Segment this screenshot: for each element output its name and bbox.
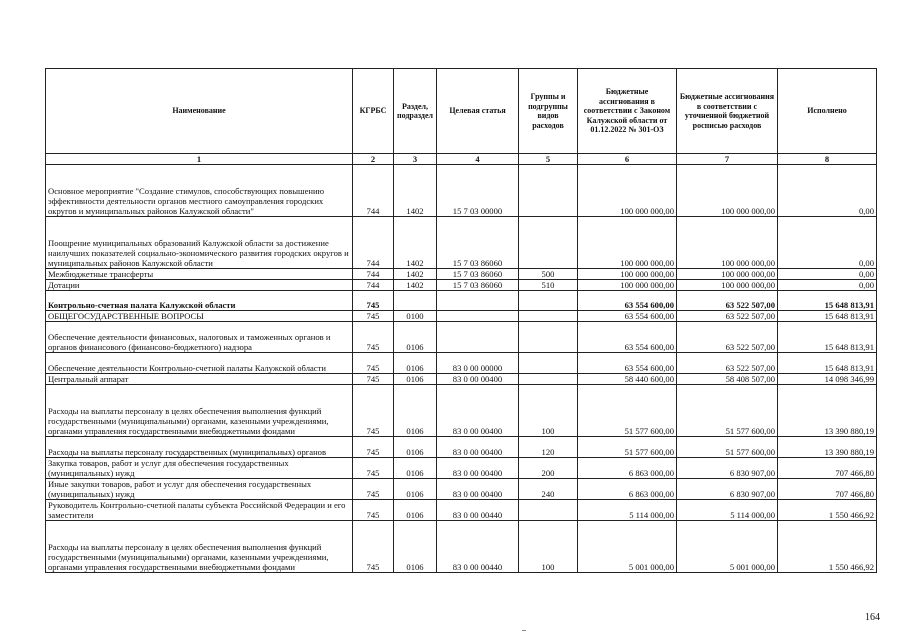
cell-kgrbs: 744 — [353, 217, 394, 269]
cell-target: 15 7 03 86060 — [437, 269, 519, 280]
cell-law: 58 440 600,00 — [578, 374, 677, 385]
cell-target — [437, 291, 519, 311]
table-row — [46, 437, 877, 458]
cell-group: 200 — [519, 458, 578, 479]
cell-group — [519, 500, 578, 521]
column-number: 6 — [578, 154, 677, 165]
table-row — [46, 165, 877, 217]
cell-kgrbs: 745 — [353, 311, 394, 322]
cell-law: 6 863 000,00 — [578, 479, 677, 500]
cell-law: 5 114 000,00 — [578, 500, 677, 521]
column-number: 8 — [778, 154, 877, 165]
cell-name: Центральный аппарат — [46, 374, 353, 385]
cell-law: 100 000 000,00 — [578, 269, 677, 280]
table-row — [46, 291, 877, 311]
cell-executed: 15 648 813,91 — [778, 311, 877, 322]
cell-target: 15 7 03 00000 — [437, 165, 519, 217]
cell-group — [519, 291, 578, 311]
cell-group: 500 — [519, 269, 578, 280]
cell-name: ОБЩЕГОСУДАРСТВЕННЫЕ ВОПРОСЫ — [46, 311, 353, 322]
footer-mark — [522, 630, 526, 631]
cell-executed: 15 648 813,91 — [778, 291, 877, 311]
cell-refined: 100 000 000,00 — [677, 269, 778, 280]
table-row — [46, 374, 877, 385]
cell-kgrbs: 744 — [353, 269, 394, 280]
cell-name: Контрольно-счетная палата Калужской области — [46, 291, 353, 311]
cell-refined: 100 000 000,00 — [677, 280, 778, 291]
cell-executed: 1 550 466,92 — [778, 500, 877, 521]
cell-law: 6 863 000,00 — [578, 458, 677, 479]
cell-law: 100 000 000,00 — [578, 217, 677, 269]
table-row — [46, 280, 877, 291]
cell-group — [519, 217, 578, 269]
table-row — [46, 269, 877, 280]
column-number: 1 — [46, 154, 353, 165]
header-name: Наименование — [46, 69, 353, 154]
cell-target: 15 7 03 86060 — [437, 280, 519, 291]
header-row — [46, 69, 877, 154]
cell-law: 63 554 600,00 — [578, 291, 677, 311]
cell-target: 83 0 00 00440 — [437, 500, 519, 521]
cell-kgrbs: 745 — [353, 500, 394, 521]
table-row — [46, 385, 877, 437]
cell-executed: 0,00 — [778, 269, 877, 280]
cell-group — [519, 311, 578, 322]
table-row — [46, 322, 877, 353]
cell-group — [519, 165, 578, 217]
cell-section: 0106 — [394, 437, 437, 458]
cell-name: Расходы на выплаты персоналу в целях обеспечения выполнения функций государственными (муниципальными) органами, казенными учреждениями, органами управления государственными внебюджетными фондами — [46, 521, 353, 573]
cell-section: 1402 — [394, 165, 437, 217]
cell-refined: 100 000 000,00 — [677, 217, 778, 269]
column-number: 5 — [519, 154, 578, 165]
cell-law: 51 577 600,00 — [578, 385, 677, 437]
cell-refined: 63 522 507,00 — [677, 353, 778, 374]
table-row — [46, 500, 877, 521]
cell-name: Обеспечение деятельности финансовых, налоговых и таможенных органов и органов финансового (финансово-бюджетного) надзора — [46, 322, 353, 353]
cell-section: 0106 — [394, 385, 437, 437]
cell-section: 0106 — [394, 374, 437, 385]
cell-target: 15 7 03 86060 — [437, 217, 519, 269]
cell-group — [519, 374, 578, 385]
cell-section: 0106 — [394, 479, 437, 500]
cell-law: 51 577 600,00 — [578, 437, 677, 458]
cell-executed: 0,00 — [778, 280, 877, 291]
header-section: Раздел, подраздел — [394, 69, 437, 154]
cell-executed: 13 390 880,19 — [778, 385, 877, 437]
cell-refined: 5 001 000,00 — [677, 521, 778, 573]
cell-law: 63 554 600,00 — [578, 311, 677, 322]
cell-kgrbs: 745 — [353, 437, 394, 458]
table-row — [46, 521, 877, 573]
cell-name: Руководитель Контрольно-счетной палаты субъекта Российской Федерации и его заместители — [46, 500, 353, 521]
cell-kgrbs: 744 — [353, 280, 394, 291]
cell-name: Расходы на выплаты персоналу в целях обеспечения выполнения функций государственными (муниципальными) органами, казенными учреждениями, органами управления государственными внебюджетными фондами — [46, 385, 353, 437]
cell-section — [394, 291, 437, 311]
cell-name: Расходы на выплаты персоналу государственных (муниципальных) органов — [46, 437, 353, 458]
cell-refined: 5 114 000,00 — [677, 500, 778, 521]
page-number: 164 — [865, 612, 880, 623]
cell-target — [437, 311, 519, 322]
table-row — [46, 458, 877, 479]
cell-refined: 63 522 507,00 — [677, 291, 778, 311]
column-number: 4 — [437, 154, 519, 165]
table-body — [46, 165, 877, 573]
cell-law: 100 000 000,00 — [578, 165, 677, 217]
cell-name: Закупка товаров, работ и услуг для обеспечения государственных (муниципальных) нужд — [46, 458, 353, 479]
cell-executed: 14 098 346,99 — [778, 374, 877, 385]
cell-executed: 707 466,80 — [778, 479, 877, 500]
cell-refined: 6 830 907,00 — [677, 458, 778, 479]
header-kgrbs: КГРБС — [353, 69, 394, 154]
table-row — [46, 311, 877, 322]
cell-executed: 15 648 813,91 — [778, 322, 877, 353]
cell-group: 120 — [519, 437, 578, 458]
cell-kgrbs: 744 — [353, 165, 394, 217]
cell-kgrbs: 745 — [353, 385, 394, 437]
cell-executed: 0,00 — [778, 165, 877, 217]
cell-refined: 63 522 507,00 — [677, 322, 778, 353]
cell-group — [519, 322, 578, 353]
table-row — [46, 479, 877, 500]
cell-target — [437, 322, 519, 353]
cell-executed: 13 390 880,19 — [778, 437, 877, 458]
cell-target: 83 0 00 00000 — [437, 353, 519, 374]
cell-section: 1402 — [394, 269, 437, 280]
cell-target: 83 0 00 00400 — [437, 385, 519, 437]
cell-group — [519, 353, 578, 374]
column-number: 2 — [353, 154, 394, 165]
cell-target: 83 0 00 00400 — [437, 479, 519, 500]
cell-refined: 58 408 507,00 — [677, 374, 778, 385]
cell-target: 83 0 00 00400 — [437, 437, 519, 458]
cell-executed: 1 550 466,92 — [778, 521, 877, 573]
header-executed: Исполнено — [778, 69, 877, 154]
cell-section: 0106 — [394, 521, 437, 573]
column-number: 7 — [677, 154, 778, 165]
header-law: Бюджетные ассигнования в соответствии с Законом Калужской области от 01.12.2022 № 301-ОЗ — [578, 69, 677, 154]
header-target: Целевая статья — [437, 69, 519, 154]
cell-target: 83 0 00 00440 — [437, 521, 519, 573]
header-refined: Бюджетные ассигнования в соответствии с уточненной бюджетной росписью расходов — [677, 69, 778, 154]
cell-kgrbs: 745 — [353, 458, 394, 479]
cell-executed: 0,00 — [778, 217, 877, 269]
table-row — [46, 217, 877, 269]
header-groups: Группы и подгруппы видов расходов — [519, 69, 578, 154]
cell-group: 240 — [519, 479, 578, 500]
cell-name: Межбюджетные трансферты — [46, 269, 353, 280]
column-number-row — [46, 154, 877, 165]
cell-executed: 15 648 813,91 — [778, 353, 877, 374]
cell-section: 1402 — [394, 280, 437, 291]
cell-law: 5 001 000,00 — [578, 521, 677, 573]
cell-refined: 63 522 507,00 — [677, 311, 778, 322]
budget-table — [45, 68, 877, 573]
cell-executed: 707 466,80 — [778, 458, 877, 479]
cell-kgrbs: 745 — [353, 479, 394, 500]
cell-target: 83 0 00 00400 — [437, 458, 519, 479]
cell-name: Дотации — [46, 280, 353, 291]
cell-section: 0106 — [394, 458, 437, 479]
cell-law: 63 554 600,00 — [578, 353, 677, 374]
cell-section: 1402 — [394, 217, 437, 269]
cell-kgrbs: 745 — [353, 353, 394, 374]
cell-refined: 51 577 600,00 — [677, 437, 778, 458]
cell-name: Поощрение муниципальных образований Калужской области за достижение наилучших показателей социально-экономического развития городских округов и муниципальных районов Калужской области — [46, 217, 353, 269]
cell-kgrbs: 745 — [353, 291, 394, 311]
cell-section: 0106 — [394, 322, 437, 353]
cell-refined: 6 830 907,00 — [677, 479, 778, 500]
cell-section: 0100 — [394, 311, 437, 322]
cell-group: 510 — [519, 280, 578, 291]
cell-kgrbs: 745 — [353, 374, 394, 385]
cell-name: Основное мероприятие "Создание стимулов, способствующих повышению эффективности деятельности органов местного самоуправления городских округов и муниципальных районов Калужской области" — [46, 165, 353, 217]
table-row — [46, 353, 877, 374]
cell-name: Иные закупки товаров, работ и услуг для обеспечения государственных (муниципальных) нужд — [46, 479, 353, 500]
column-number: 3 — [394, 154, 437, 165]
cell-target: 83 0 00 00400 — [437, 374, 519, 385]
cell-refined: 51 577 600,00 — [677, 385, 778, 437]
cell-law: 100 000 000,00 — [578, 280, 677, 291]
cell-section: 0106 — [394, 353, 437, 374]
cell-kgrbs: 745 — [353, 322, 394, 353]
cell-kgrbs: 745 — [353, 521, 394, 573]
cell-law: 63 554 600,00 — [578, 322, 677, 353]
cell-section: 0106 — [394, 500, 437, 521]
cell-refined: 100 000 000,00 — [677, 165, 778, 217]
cell-name: Обеспечение деятельности Контрольно-счетной палаты Калужской области — [46, 353, 353, 374]
cell-group: 100 — [519, 385, 578, 437]
cell-group: 100 — [519, 521, 578, 573]
